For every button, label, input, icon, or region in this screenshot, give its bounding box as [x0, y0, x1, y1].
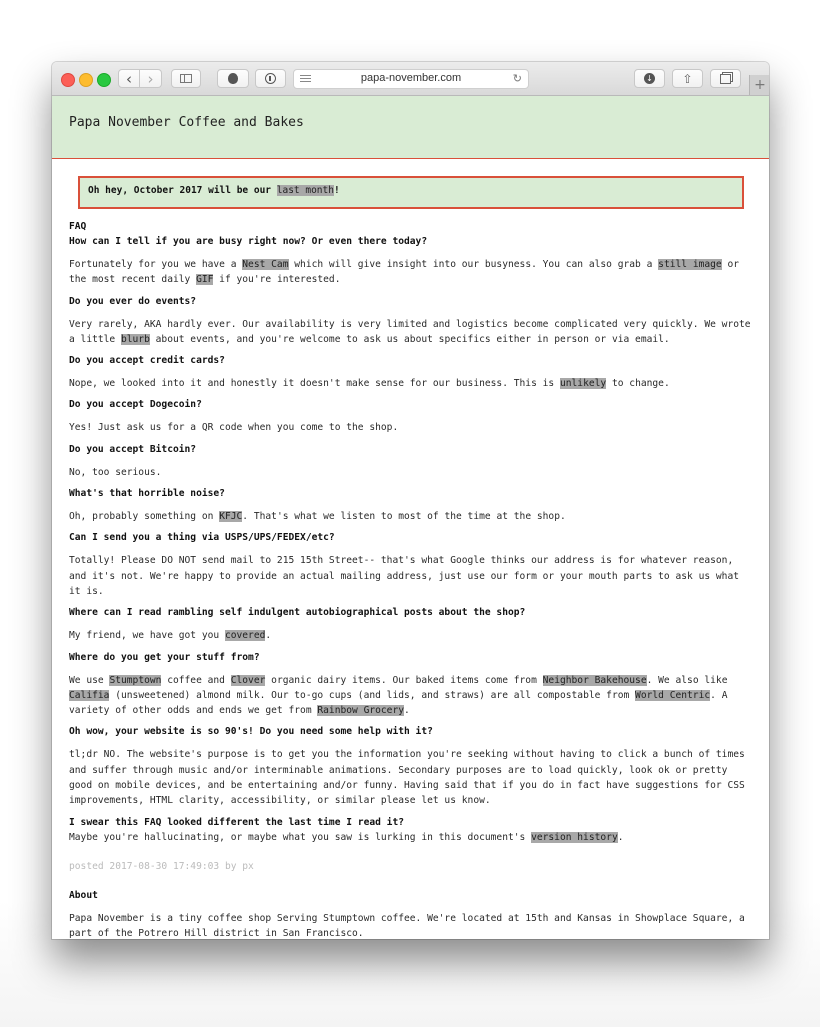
faq-answer-text: . We also like — [646, 674, 728, 686]
faq-question: Do you ever do events? — [69, 295, 197, 307]
announcement-banner — [78, 176, 744, 209]
downloads-button[interactable] — [634, 69, 665, 88]
faq-answer — [69, 420, 752, 435]
faq-answer — [69, 673, 752, 719]
faq-link[interactable]: World Centric — [635, 689, 711, 701]
minimize-window-button[interactable] — [79, 73, 93, 87]
reload-icon[interactable]: ↻ — [512, 72, 522, 85]
faq-question: Oh wow, your website is so 90's! Do you need some help with it? — [69, 726, 433, 738]
faq-answer-text: coffee and — [161, 674, 231, 686]
back-icon: ‹ — [126, 69, 132, 88]
zoom-window-button[interactable] — [97, 73, 111, 87]
banner-suffix: ! — [333, 185, 340, 196]
faq-question: Where do you get your stuff from? — [69, 651, 260, 663]
faq-answer-text: . That's what we listen to most of the time at the shop. — [242, 511, 566, 523]
posted-meta: posted 2017-08-30 17:49:03 by px — [69, 860, 254, 872]
site-header — [52, 96, 769, 159]
faq-link[interactable]: covered — [224, 630, 266, 642]
faq-answer — [69, 747, 752, 808]
faq-answer-text: Nope, we looked into it and honestly it doesn't make sense for our business. This is — [69, 378, 560, 390]
new-tab-button[interactable] — [749, 75, 769, 95]
faq-question: Do you accept credit cards? — [69, 355, 225, 367]
faq-answer-text: to change. — [606, 378, 670, 390]
faq-link[interactable]: GIF — [196, 274, 214, 286]
faq-link[interactable]: Rainbow Grocery — [317, 705, 405, 717]
faq-answer-text: Fortunately for you we have a — [69, 259, 243, 270]
back-button[interactable] — [118, 69, 140, 88]
faq-link[interactable]: unlikely — [559, 378, 607, 390]
faq-answer-text: We use — [69, 674, 110, 686]
faq-answer — [69, 553, 752, 599]
faq-answer-text: if you're interested. — [213, 274, 341, 286]
forward-icon: › — [147, 69, 154, 88]
faq-answer-text: Very rarely, AKA hardly ever. Our availability is very limited and logistics become complicated very quickly. We wrote a little — [69, 318, 751, 345]
faq-answer-text: tl;dr NO. The website's purpose is to get you the information you're seeking without having to click a bunch of times and suffer through music and/or interminable animations. Secondary purposes are to load quickly, look ok or pretty good on mobile devices, and be entertaining and/or funny. Having said that if you do in fact have suggestions for CSS improvements, HTML clarity, accessibility, or similar please let us know. — [69, 749, 745, 807]
about-heading: About — [69, 889, 98, 901]
faq-answer-text: . — [617, 831, 624, 843]
banner-link[interactable]: last month — [276, 185, 334, 196]
address-bar[interactable] — [293, 69, 529, 89]
show-tabs-button[interactable] — [710, 69, 741, 88]
browser-toolbar — [52, 62, 769, 96]
sidebar-button[interactable] — [171, 69, 201, 88]
faq-answer — [69, 465, 752, 480]
faq-link[interactable]: Stumptown — [109, 674, 162, 686]
faq-answer-text: (unsweetened) almond milk. Our to-go cups (and lids, and straws) are all compostable from — [109, 689, 636, 701]
sidebar-icon — [180, 74, 192, 83]
about-text: Papa November is a tiny coffee shop Serving Stumptown coffee. We're located at 15th and Kansas in Showplace Square, a part of the Potrero Hill district in San Francisco. — [69, 912, 745, 939]
faq-answer-text: organic dairy items. Our baked items come from — [265, 674, 543, 686]
faq-answer — [69, 376, 752, 391]
faq-link[interactable]: Clover — [230, 674, 266, 686]
banner-text: Oh hey, October 2017 will be our — [88, 185, 277, 196]
faq-question: Do you accept Dogecoin? — [69, 399, 202, 411]
faq-link[interactable]: Califia — [69, 689, 110, 701]
faq-list — [69, 234, 752, 845]
faq-link[interactable]: Nest Cam — [242, 259, 289, 270]
privacy-icon — [228, 73, 238, 84]
faq-answer — [69, 830, 752, 845]
password-extension-button[interactable] — [255, 69, 286, 88]
faq-answer-text: No, too serious. — [69, 466, 162, 478]
faq-answer-text: . A variety of other odds and ends we get from — [69, 689, 728, 717]
faq-answer — [69, 317, 752, 348]
faq-answer-text: Oh, probably something on — [69, 511, 220, 523]
faq-answer-text: . — [265, 630, 272, 642]
password-icon — [265, 73, 276, 84]
faq-answer — [69, 628, 752, 643]
page-content — [52, 96, 769, 939]
site-title: Papa November Coffee and Bakes — [69, 115, 304, 130]
faq-answer-text: Maybe you're hallucinating, or maybe what you saw is lurking in this document's — [69, 831, 532, 843]
faq-link[interactable]: blurb — [120, 333, 150, 345]
faq-answer-text: or the most recent daily — [69, 259, 740, 286]
download-icon: ↓ — [644, 73, 655, 84]
privacy-extension-button[interactable] — [217, 69, 249, 88]
faq-link[interactable]: KFJC — [219, 511, 243, 523]
faq-answer — [69, 509, 752, 524]
faq-question: Can I send you a thing via USPS/UPS/FEDEX/etc? — [69, 532, 335, 544]
forward-button[interactable] — [140, 69, 162, 88]
faq-link[interactable]: version history — [531, 831, 618, 843]
faq-answer-text: about events, and you're welcome to ask us about specifics either in person or via email. — [149, 333, 670, 345]
url-text: papa-november.com — [360, 72, 462, 84]
faq-heading: FAQ — [69, 221, 87, 232]
faq-answer-text: Totally! Please DO NOT send mail to 215 15th Street-- that's what Google thinks our address is for whatever reason, and it's not. We're happy to provide an actual mailing address, just use our form or your mouth parts to ask us what it is. — [69, 555, 740, 597]
faq-question: I swear this FAQ looked different the last time I read it? — [69, 816, 405, 828]
share-button[interactable] — [672, 69, 703, 88]
new-tab-icon: + — [754, 77, 766, 93]
faq-answer-text: which will give insight into our busyness. You can also grab a — [288, 259, 659, 270]
faq-question: Where can I read rambling self indulgent autobiographical posts about the shop? — [69, 607, 526, 619]
share-icon: ⇧ — [682, 71, 693, 86]
faq-answer-text: Yes! Just ask us for a QR code when you come to the shop. — [69, 422, 399, 434]
main-content — [52, 209, 769, 939]
faq-question: How can I tell if you are busy right now? Or even there today? — [69, 236, 428, 247]
faq-link[interactable]: still image — [658, 259, 722, 270]
faq-link[interactable]: Neighbor Bakehouse — [542, 674, 647, 686]
faq-answer — [69, 257, 752, 288]
faq-question: What's that horrible noise? — [69, 488, 225, 500]
close-window-button[interactable] — [61, 73, 75, 87]
faq-question: Do you accept Bitcoin? — [69, 443, 197, 455]
faq-answer-text: . — [404, 705, 410, 717]
faq-answer-text: My friend, we have got you — [69, 630, 225, 642]
browser-window — [52, 62, 769, 939]
tabs-icon — [720, 74, 731, 84]
